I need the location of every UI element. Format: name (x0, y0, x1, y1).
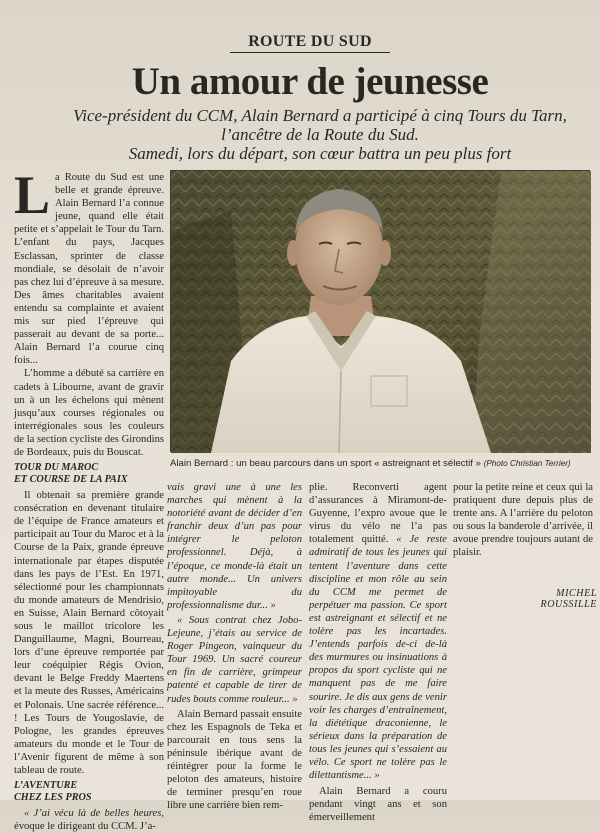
subheading (14, 462, 164, 486)
paragraph: « Sous contrat chez Jobo-Lejeune, j’étais au service de Roger Pingeon, vainqueur du Tour 1969. Un sacré coureur en fin de carrière, grimpeur patenté et capable de tirer de rudes bouts comme rouleur... » (167, 614, 302, 705)
portrait-image (171, 171, 591, 453)
subheading-line: ET COURSE DE LA PAIX (14, 474, 128, 486)
quote-text: « J’ai vécu là de belles heures, (24, 808, 164, 820)
paragraph: L’homme a débuté sa carrière en cadets à Libourne, avant de gravir un à un les échelons qui mènent jusqu’aux courses régionales ou interrégionales sous les couleurs de la section cycliste des Girondins de Bordeaux, puis du Bouscat. (14, 368, 164, 458)
headline: Un amour de jeunesse (131, 60, 489, 103)
paragraph: pour la petite reine et ceux qui la pratiquent dure depuis plus de trente ans. A l’arrière du peloton ou sous la banderole d’arrivée, il avoue prendre toujours autant de plaisir. (453, 482, 593, 559)
quote-text: « Je reste admiratif de tous les jeunes qui tentent l’aventure dans cette discipline et mon rôle au sein du CCM me permet de perpétuer ma passion. Ce sport est astreignant et sélectif et ne tolère pas les incartades. J’entends parfois de-ci de-là des murmures ou insinuations à propos du sport cycliste qui ne manquent pas de me faire sourire. Je dis aux gens de venir voir les charges d’entraînement, la diététique draconienne, le sérieux dans la préparation de tous les jeunes qui s’essaient au vélo. Ce sport ne tolère pas le dilettantisme... » (309, 534, 447, 782)
paragraph: Il obtenait sa première grande consécration en devenant titulaire de l’équipe de France amateurs et participait au Tour du Maroc et à la Course de la Paix, grande épreuve internationale par étapes disputée dans les pays de l’Est. En 1971, sélectionné pour les championnats du monde amateurs de Mendrisio, en Suisse, Alain Bernard côtoyait sous le maillot tricolore les Danguillaume, Magni, Bourreau, lors d’une épreuve remportée par leur coéquipier Régis Ovion, devant le Belge Freddy Maertens et la meute des Russes, Américains et Polonais. Une sacrée référence... ! Les Tours de Yougoslavie, de Pologne, les grandes épreuves amateurs du monde et le Tour de l’Avenir figurent de même à son tableau de route. (14, 490, 164, 777)
portrait-photo (170, 170, 590, 452)
article-column-1 (14, 165, 164, 833)
section-kicker: ROUTE DU SUD (230, 33, 390, 53)
subheading-line: L’AVENTURE (14, 780, 78, 792)
photo-caption (170, 458, 600, 470)
article-column-2 (167, 481, 302, 812)
paragraph-text: plie. Reconverti agent d’assurances à Miramont-de-Guyenne, l’expro avoue que le virus du vélo ne l’a pas totalement quitté. (309, 482, 447, 546)
paragraph (309, 481, 447, 782)
drop-cap: L (14, 165, 51, 225)
photo-credit: (Photo Christian Terrier) (483, 459, 571, 468)
article-column-4 (453, 481, 593, 560)
lead-text: a Route du Sud est une belle et grande épreuve. Alain Bernard l’a connue jeune, quand elle était petite et s’appelait le Tour du Tarn. L’enfant du pays, Jacques Esclassan, sprinter de classe mondiale, se désolait de n’avoir pas chez lui d’épreuve à sa mesure. Des âmes charitables avaient entendu sa complainte et avaient mis sur pied l’épreuve qui passerait au devant de sa porte... Alain Bernard l’a courue cinq fois... (14, 172, 164, 367)
deck-line: l’ancêtre de la Route du Sud. (221, 125, 419, 144)
paragraph: vais gravi une à une les marches qui mènent à la notoriété avant de décider d’en franchir deux d’un pas pour intégrer le peloton professionnel. Déjà, à l’époque, ce monde-là était un autre monde... Un univers impitoyable du professionnalisme dur... » (167, 482, 302, 611)
paragraph: Alain Bernard a couru pendant vingt ans et son émerveillement (309, 786, 447, 824)
article-column-3 (309, 481, 447, 824)
caption-text: Alain Bernard : un beau parcours dans un sport « astreignant et sélectif » (170, 458, 481, 469)
author-signature: MICHEL ROUSSILLE (540, 588, 597, 610)
deck (70, 106, 570, 163)
subheading-line: TOUR DU MAROC (14, 462, 99, 474)
paragraph (14, 807, 164, 833)
paragraph-text: évoque le dirigeant du CCM. J’a- (14, 821, 156, 833)
paragraph: Alain Bernard passait ensuite chez les Espagnols de Teka et parcourait en tous sens la péninsule ibérique avant de réintégrer pour la forme le peloton des amateurs, histoire de terminer presqu’en roue libre une carrière bien rem- (167, 708, 302, 812)
deck-line: Vice-président du CCM, Alain Bernard a participé à cinq Tours du Tarn, (73, 106, 567, 125)
subheading-line: CHEZ LES PROS (14, 792, 92, 804)
lead-paragraph (14, 165, 164, 367)
deck-line: Samedi, lors du départ, son cœur battra un peu plus fort (128, 144, 512, 163)
subheading (14, 780, 164, 804)
